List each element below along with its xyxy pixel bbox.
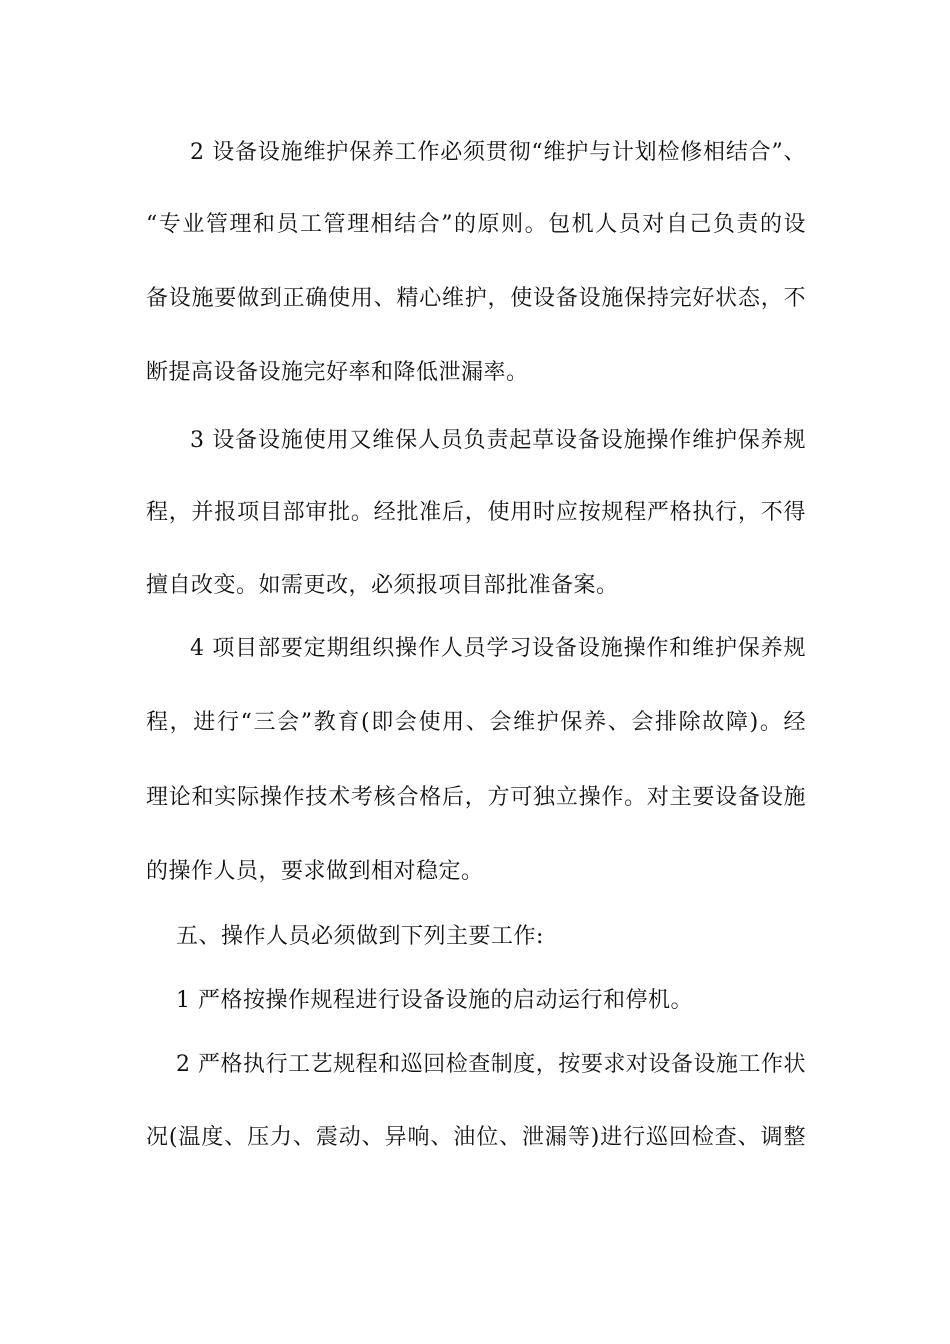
- paragraph-line: 2 严格执行工艺规程和巡回检查制度，按要求对设备设施工作状: [176, 1052, 806, 1077]
- paragraph-line: 3 设备设施使用又维保人员负责起草设备设施操作维护保养规: [190, 428, 806, 453]
- paragraph-line: 况(温度、压力、震动、异响、油位、泄漏等)进行巡回检查、调整: [146, 1125, 806, 1150]
- paragraph-line: 2 设备设施维护保养工作必须贯彻“维护与计划检修相结合”、: [190, 140, 806, 165]
- paragraph-line: 1 严格按操作规程进行设备设施的启动运行和停机。: [176, 988, 693, 1013]
- section-heading: 五、操作人员必须做到下列主要工作:: [176, 924, 544, 949]
- paragraph-line: 断提高设备设施完好率和降低泄漏率。: [146, 360, 529, 385]
- paragraph-line: 的操作人员，要求做到相对稳定。: [146, 859, 484, 884]
- paragraph-line: 理论和实际操作技术考核合格后，方可独立操作。对主要设备设施: [146, 785, 806, 810]
- paragraph-line: “专业管理和员工管理相结合”的原则。包机人员对自己负责的设: [146, 212, 806, 237]
- paragraph-line: 备设施要做到正确使用、精心维护，使设备设施保持完好状态，不: [146, 286, 806, 311]
- paragraph-line: 程，并报项目部审批。经批准后，使用时应按规程严格执行，不得: [146, 500, 806, 525]
- paragraph-line: 4 项目部要定期组织操作人员学习设备设施操作和维护保养规: [190, 636, 806, 661]
- paragraph-line: 擅自改变。如需更改，必须报项目部批准备案。: [146, 573, 619, 598]
- paragraph-line: 程，进行“三会”教育(即会使用、会维护保养、会排除故障)。经: [146, 710, 806, 735]
